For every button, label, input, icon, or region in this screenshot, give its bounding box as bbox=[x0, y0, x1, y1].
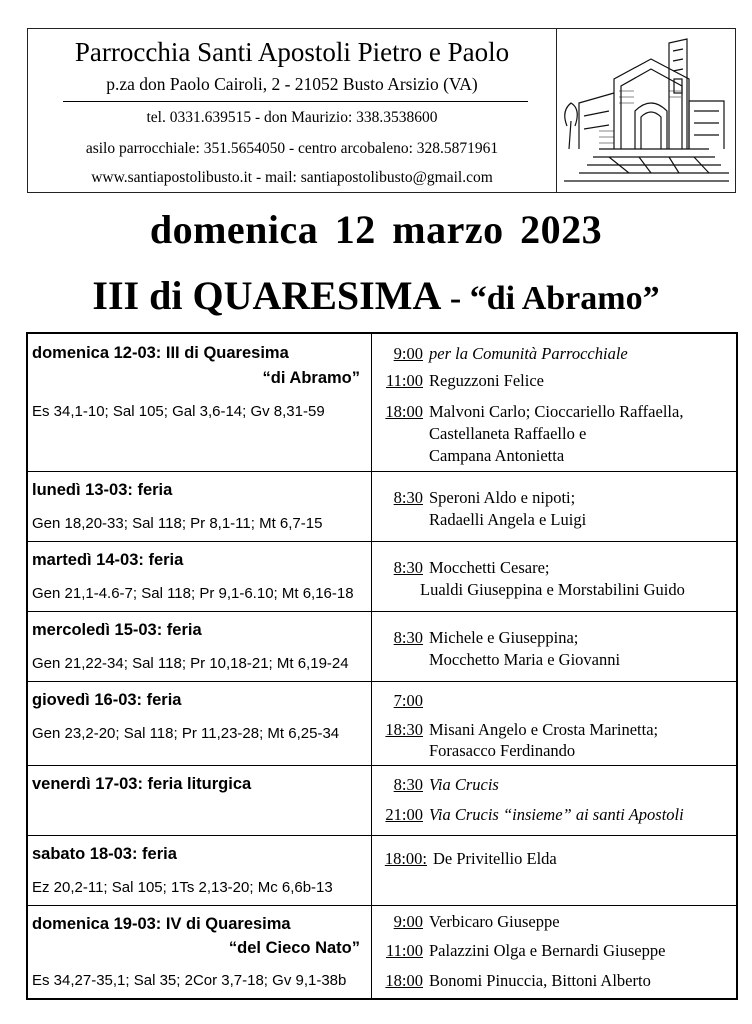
mass-intention: Verbicaro Giuseppe bbox=[429, 912, 560, 931]
day-row-saturday bbox=[28, 836, 736, 906]
day-readings: Es 34,27-35,1; Sal 35; 2Cor 3,7-18; Gv 9,1-38b bbox=[32, 972, 347, 989]
mass-intention: Reguzzoni Felice bbox=[429, 371, 545, 390]
parish-address: p.za don Paolo Cairoli, 2 - 21052 Busto Arsizio (VA) bbox=[106, 74, 478, 94]
liturgical-title-sub: - “di Abramo” bbox=[441, 280, 660, 317]
day-readings: Gen 18,20-33; Sal 118; Pr 8,1-11; Mt 6,7-15 bbox=[32, 515, 323, 532]
mass-time: 7:00 bbox=[393, 691, 423, 710]
mass-entry bbox=[375, 720, 658, 740]
mass-entry bbox=[375, 371, 544, 391]
mass-intention: Mocchetti Cesare; bbox=[429, 558, 550, 577]
mass-entry bbox=[375, 971, 651, 991]
mass-time: 8:30 bbox=[393, 775, 423, 794]
mass-schedule-table bbox=[26, 332, 738, 1000]
day-readings: Ez 20,2-11; Sal 105; 1Ts 2,13-20; Mc 6,6b-13 bbox=[32, 879, 333, 896]
day-title: martedì 14-03: feria bbox=[32, 551, 184, 569]
mass-intention: Palazzini Olga e Bernardi Giuseppe bbox=[429, 941, 666, 960]
mass-time: 8:30 bbox=[393, 488, 423, 507]
mass-intention-cont: Radaelli Angela e Luigi bbox=[429, 510, 587, 529]
mass-intention: Bonomi Pinuccia, Bittoni Alberto bbox=[429, 971, 651, 990]
mass-entry bbox=[375, 775, 499, 795]
mass-intention: Malvoni Carlo; Cioccariello Raffaella, bbox=[429, 402, 684, 421]
mass-time: 18:00 bbox=[385, 402, 423, 421]
parish-info bbox=[28, 29, 557, 192]
mass-time: 21:00 bbox=[385, 805, 423, 824]
mass-entry bbox=[375, 558, 550, 578]
mass-time: 8:30 bbox=[393, 628, 423, 647]
mass-entry bbox=[375, 691, 429, 711]
day-row-sunday-19 bbox=[28, 906, 736, 998]
day-title: sabato 18-03: feria bbox=[32, 845, 177, 863]
day-readings: Gen 23,2-20; Sal 118; Pr 11,23-28; Mt 6,25-34 bbox=[32, 725, 340, 742]
mass-intention: Speroni Aldo e nipoti; bbox=[429, 488, 576, 507]
mass-time: 18:00: bbox=[384, 849, 427, 868]
day-title: mercoledì 15-03: feria bbox=[32, 621, 202, 639]
mass-entry bbox=[375, 628, 578, 648]
phone-line: tel. 0331.639515 - don Maurizio: 338.3538600 bbox=[146, 109, 438, 126]
day-row-friday bbox=[28, 766, 736, 836]
mass-intention: De Privitellio Elda bbox=[433, 849, 557, 868]
mass-intention-cont: Campana Antonietta bbox=[429, 446, 565, 465]
mass-intention: Misani Angelo e Crosta Marinetta; bbox=[429, 720, 659, 739]
church-drawing-icon bbox=[559, 31, 733, 189]
day-readings: Es 34,1-10; Sal 105; Gal 3,6-14; Gv 8,31-59 bbox=[32, 403, 325, 420]
mass-intention-cont: Lualdi Giuseppina e Morstabilini Guido bbox=[420, 580, 685, 599]
mass-entry bbox=[375, 402, 683, 422]
mass-time: 8:30 bbox=[393, 558, 423, 577]
parish-name: Parrocchia Santi Apostoli Pietro e Paolo bbox=[74, 37, 510, 67]
day-row-wednesday bbox=[28, 612, 736, 682]
day-readings: Gen 21,22-34; Sal 118; Pr 10,18-21; Mt 6,19-24 bbox=[32, 655, 349, 672]
mass-time: 11:00 bbox=[386, 941, 423, 960]
day-title: domenica 19-03: IV di Quaresima bbox=[32, 915, 291, 933]
school-phone-line: asilo parrocchiale: 351.5654050 - centro arcobaleno: 328.5871961 bbox=[85, 140, 499, 157]
mass-entry bbox=[375, 912, 560, 932]
mass-intention: Via Crucis bbox=[429, 775, 499, 794]
liturgical-title-main: III di QUARESIMA bbox=[92, 273, 442, 318]
mass-entry bbox=[375, 344, 628, 364]
divider bbox=[63, 101, 528, 102]
mass-intention: per la Comunità Parrocchiale bbox=[429, 344, 628, 363]
mass-time: 9:00 bbox=[393, 912, 423, 931]
liturgical-title bbox=[0, 272, 752, 319]
day-row-thursday bbox=[28, 682, 736, 766]
day-row-tuesday bbox=[28, 542, 736, 612]
mass-entry bbox=[375, 805, 684, 825]
mass-intention-cont: Mocchetto Maria e Giovanni bbox=[429, 650, 621, 669]
mass-intention-cont: Forasacco Ferdinando bbox=[429, 741, 576, 760]
mass-entry bbox=[375, 941, 665, 961]
date-title: domenica 12 marzo 2023 bbox=[149, 207, 603, 252]
day-subtitle: “del Cieco Nato” bbox=[228, 939, 360, 957]
web-contact-line: www.santiapostolibusto.it - mail: santiapostolibusto@gmail.com bbox=[91, 169, 493, 186]
day-readings: Gen 21,1-4.6-7; Sal 118; Pr 9,1-6.10; Mt 6,16-18 bbox=[32, 585, 354, 602]
day-title: domenica 12-03: III di Quaresima bbox=[32, 344, 289, 362]
mass-intention: Michele e Giuseppina; bbox=[429, 628, 579, 647]
mass-entry bbox=[375, 849, 557, 869]
mass-time: 18:00 bbox=[385, 971, 423, 990]
mass-intention-cont: Castellaneta Raffaello e bbox=[429, 424, 587, 443]
mass-entry bbox=[375, 488, 575, 508]
mass-time: 9:00 bbox=[393, 344, 423, 363]
day-title: venerdì 17-03: feria liturgica bbox=[32, 775, 252, 793]
mass-time: 11:00 bbox=[386, 371, 423, 390]
day-subtitle: “di Abramo” bbox=[262, 369, 360, 387]
day-title: giovedì 16-03: feria bbox=[32, 691, 182, 709]
mass-intention: Via Crucis “insieme” ai santi Apostoli bbox=[429, 805, 684, 824]
day-row-monday bbox=[28, 472, 736, 542]
mass-time: 18:30 bbox=[385, 720, 423, 739]
parish-header bbox=[27, 28, 736, 193]
day-row-sunday-12 bbox=[28, 334, 736, 472]
day-title: lunedì 13-03: feria bbox=[32, 481, 173, 499]
